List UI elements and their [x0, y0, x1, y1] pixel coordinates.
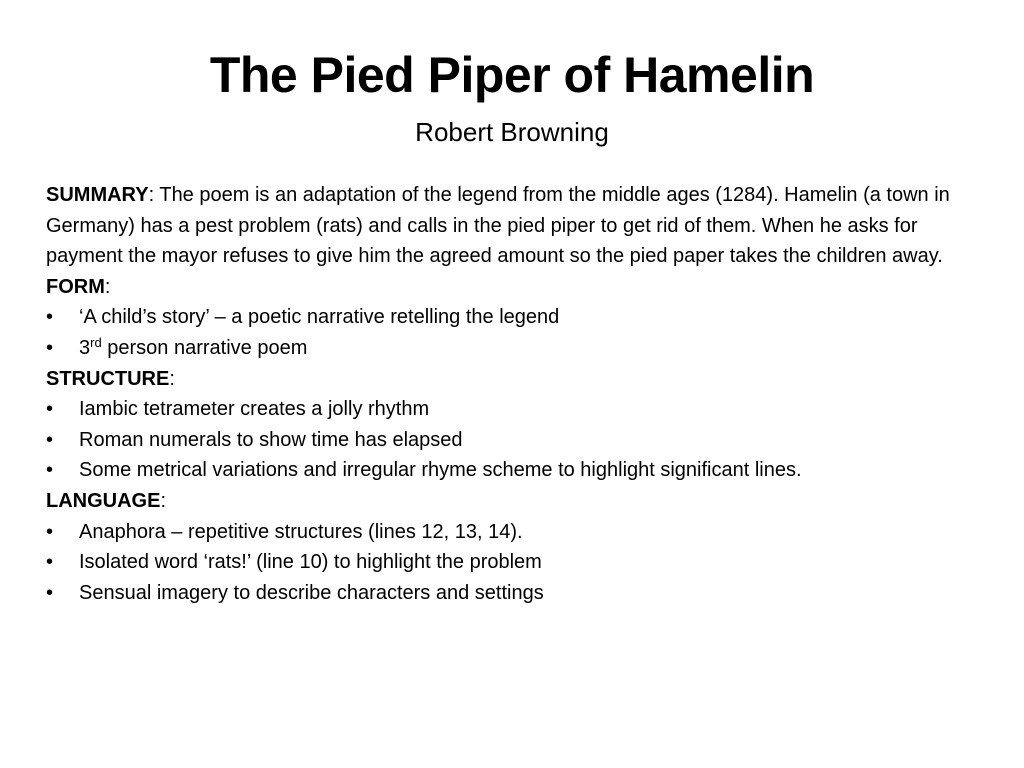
form-label: FORM [46, 275, 105, 298]
list-item [46, 425, 996, 456]
slide-title: The Pied Piper of Hamelin [209, 47, 815, 103]
list-item-text: Iambic tetrameter creates a jolly rhythm [79, 398, 430, 421]
ordinal-suffix: rd [90, 334, 102, 350]
bullet-icon: • [46, 428, 54, 451]
list-item-text: Sensual imagery to describe characters and settings [79, 581, 544, 604]
bullet-icon: • [46, 459, 54, 482]
list-item [46, 578, 996, 609]
summary-text: : The poem is an adaptation of the legend from the middle ages (1284). Hamelin (a town in Germany) has a pest problem (rats) and calls in the pied piper to get rid of them. When he asks for payment the mayor refuses to give him the agreed amount so the pied paper takes the children away. [46, 184, 950, 268]
list-item-text: Some metrical variations and irregular rhyme scheme to highlight significant lines. [79, 459, 802, 482]
form-heading [46, 272, 996, 303]
structure-label: STRUCTURE [46, 367, 170, 390]
structure-heading [46, 364, 996, 395]
bullet-icon: • [46, 581, 54, 604]
list-item [46, 517, 996, 548]
list-item-text: Isolated word ‘rats!’ (line 10) to highlight the problem [79, 551, 542, 574]
list-item [46, 394, 996, 425]
structure-colon: : [169, 367, 175, 390]
language-heading [46, 486, 996, 517]
form-list [46, 302, 996, 363]
bullet-icon: • [46, 336, 54, 359]
list-item-text: person narrative poem [101, 336, 308, 359]
list-item-text: Roman numerals to show time has elapsed [79, 428, 463, 451]
summary-label: SUMMARY [46, 184, 149, 206]
language-list [46, 517, 996, 609]
bullet-icon: • [46, 306, 54, 329]
bullet-icon: • [46, 551, 54, 574]
bullet-icon: • [46, 398, 54, 421]
structure-list [46, 394, 996, 486]
slide-subtitle-author: Robert Browning [415, 117, 609, 147]
list-item-number: 3 [79, 336, 91, 359]
bullet-icon: • [46, 520, 54, 543]
list-item [46, 547, 996, 578]
list-item-text: ‘A child’s story’ – a poetic narrative retelling the legend [79, 306, 560, 329]
list-item-text: Anaphora – repetitive structures (lines 12, 13, 14). [79, 520, 523, 543]
slide-body [46, 180, 996, 608]
form-colon: : [104, 275, 111, 298]
list-item [46, 455, 996, 486]
language-colon: : [160, 489, 167, 512]
list-item [46, 333, 996, 364]
summary-paragraph [46, 180, 996, 272]
language-label: LANGUAGE [46, 489, 161, 512]
list-item [46, 302, 996, 333]
